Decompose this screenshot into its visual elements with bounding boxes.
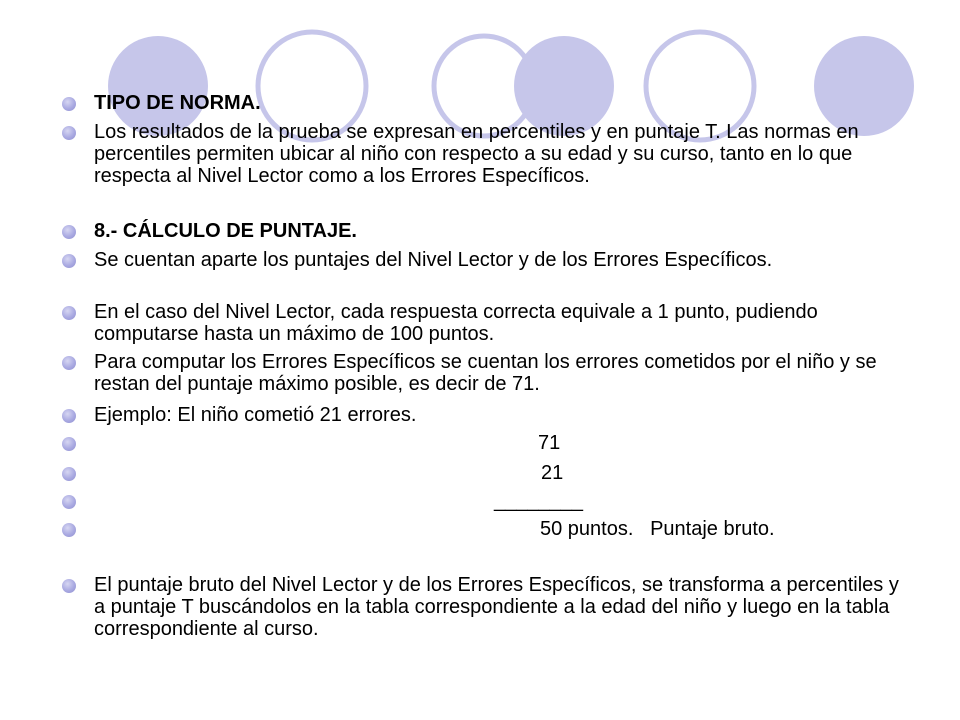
bullet-text: Para computar los Errores Específicos se cuentan los errores cometidos por el niño y se restan del puntaje máximo posible, es decir de 71.: [94, 351, 883, 395]
bullet-text: Ejemplo: El niño cometió 21 errores.: [94, 404, 417, 426]
bullet-icon: [62, 579, 76, 593]
bullet-icon: [62, 523, 76, 537]
bullet-icon: [62, 225, 76, 239]
bullet-text: TIPO DE NORMA.: [94, 92, 261, 114]
bullet-text: En el caso del Nivel Lector, cada respuesta correcta equivale a 1 punto, pudiendo computarse hasta un máximo de 100 puntos.: [94, 301, 824, 345]
bullet-text: 8.- CÁLCULO DE PUNTAJE.: [94, 220, 357, 242]
bullet-icon: [62, 467, 76, 481]
bullet-icon: [62, 409, 76, 423]
bullet-text: El puntaje bruto del Nivel Lector y de los Errores Específicos, se transforma a percentiles y a puntaje T buscándolos en la tabla correspondiente a la edad del niño y luego en la tabla correspondiente al curso.: [94, 574, 905, 640]
bullet-icon: [62, 306, 76, 320]
bullet-icon: [62, 495, 76, 509]
bullet-icon: [62, 126, 76, 140]
bullet-icon: [62, 97, 76, 111]
bullet-icon: [62, 356, 76, 370]
bullet-text: 21: [541, 462, 564, 484]
bullet-icon: [62, 254, 76, 268]
bullet-text: 50 puntos. Puntaje bruto.: [540, 518, 775, 540]
bullet-text: Se cuentan aparte los puntajes del Nivel Lector y de los Errores Específicos.: [94, 249, 773, 271]
bullet-icon: [62, 437, 76, 451]
bullet-text: 71: [538, 432, 561, 454]
bullet-text: ________: [494, 490, 583, 512]
bullet-text: Los resultados de la prueba se expresan en percentiles y en puntaje T. Las normas en percentiles permiten ubicar al niño con respecto a su edad y su curso, tanto en lo que respecta al Nivel Lector como a los Errores Específicos.: [94, 121, 865, 187]
